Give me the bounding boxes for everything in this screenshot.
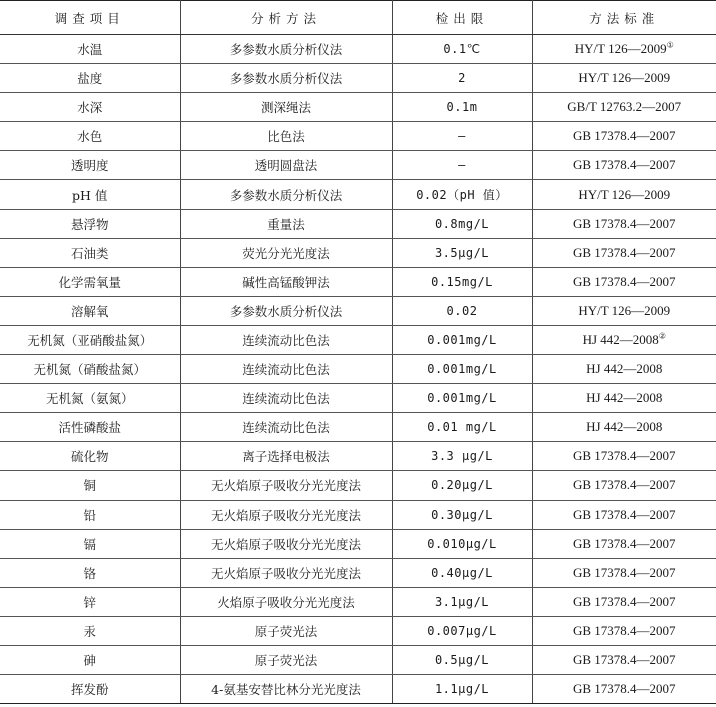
cell-standard: [532, 209, 716, 238]
cell-method: [180, 267, 392, 296]
cell-limit: [392, 35, 532, 64]
cell-item: [0, 355, 180, 384]
cell-standard-text: GB 17378.4—2007: [572, 652, 676, 668]
cell-item: [0, 35, 180, 64]
cell-method: [180, 180, 392, 209]
cell-limit: [392, 384, 532, 413]
table-row: [0, 64, 716, 93]
cell-method-text: 无火焰原子吸收分光光度法: [210, 478, 361, 494]
cell-item: [0, 93, 180, 122]
cell-limit: [392, 122, 532, 151]
cell-standard: [532, 35, 716, 64]
cell-standard: [532, 64, 716, 93]
cell-item-text: 水深: [77, 100, 103, 116]
table-row: [0, 500, 716, 529]
table-row: [0, 151, 716, 180]
table-row: [0, 587, 716, 616]
cell-limit: [392, 296, 532, 325]
cell-method: [180, 296, 392, 325]
cell-method: [180, 238, 392, 267]
cell-item-text: 无机氮（硝酸盐氮）: [33, 362, 146, 378]
cell-limit-text: 0.001mg/L: [427, 332, 497, 347]
cell-method-text: 荧光分光光度法: [242, 245, 330, 261]
cell-method-text: 多参数水质分析仪法: [229, 42, 343, 58]
cell-standard-text: HJ 442—2008: [582, 331, 659, 347]
cell-limit-text: 0.1m: [446, 100, 478, 115]
cell-method: [180, 471, 392, 500]
table-row: [0, 35, 716, 64]
cell-method-text: 无火焰原子吸收分光光度法: [210, 565, 361, 581]
cell-item-text: 砷: [83, 653, 96, 669]
footnote-marker: ①: [666, 40, 674, 50]
cell-limit: [392, 64, 532, 93]
cell-standard-text: GB 17378.4—2007: [572, 535, 676, 551]
cell-method: [180, 645, 392, 674]
cell-standard: [532, 151, 716, 180]
cell-limit: [392, 151, 532, 180]
cell-standard-text: GB 17378.4—2007: [572, 448, 676, 464]
cell-limit: [392, 558, 532, 587]
cell-standard-text: GB 17378.4—2007: [572, 244, 676, 260]
cell-limit-text: 2: [458, 71, 466, 86]
cell-item-text: 水温: [77, 42, 103, 58]
cell-item-text: 水色: [77, 129, 103, 145]
cell-limit: [392, 180, 532, 209]
cell-item-text: 汞: [83, 623, 96, 639]
header-limit: 检出限: [392, 1, 532, 35]
table-row: [0, 122, 716, 151]
cell-method-text: 连续流动比色法: [242, 362, 330, 378]
cell-method-text: 无火焰原子吸收分光光度法: [210, 536, 361, 552]
cell-item-text: 化学需氧量: [58, 274, 121, 290]
cell-limit-text: 0.02（pH 值）: [416, 188, 508, 203]
cell-method: [180, 413, 392, 442]
cell-item-text: 挥发酚: [70, 682, 109, 698]
cell-limit: [392, 413, 532, 442]
cell-limit-text: 0.30μg/L: [431, 507, 493, 522]
cell-limit-text: 0.20μg/L: [431, 478, 493, 493]
footnote-marker: ②: [658, 331, 666, 341]
cell-standard: [532, 238, 716, 267]
cell-method: [180, 355, 392, 384]
cell-limit: [392, 616, 532, 645]
cell-item: [0, 558, 180, 587]
cell-standard: [532, 500, 716, 529]
cell-item: [0, 296, 180, 325]
header-method: 分析方法: [180, 1, 392, 35]
cell-standard-text: GB 17378.4—2007: [572, 622, 676, 638]
cell-standard-text: GB 17378.4—2007: [572, 215, 676, 231]
cell-standard-text: GB 17378.4—2007: [572, 157, 676, 173]
cell-limit: [392, 529, 532, 558]
cell-method: [180, 151, 392, 180]
cell-limit: [392, 500, 532, 529]
cell-item: [0, 645, 180, 674]
cell-item-text: 锌: [83, 594, 96, 610]
cell-standard: [532, 296, 716, 325]
cell-limit: [392, 442, 532, 471]
cell-standard: [532, 384, 716, 413]
cell-method-text: 原子荧光法: [254, 623, 318, 639]
cell-standard-text: GB 17378.4—2007: [572, 593, 676, 609]
header-standard: 方法标准: [532, 1, 716, 35]
cell-limit: [392, 675, 532, 704]
cell-limit-text: 0.15mg/L: [431, 274, 493, 289]
cell-method-text: 原子荧光法: [254, 653, 318, 669]
cell-item-text: 溶解氧: [70, 303, 109, 319]
cell-standard: [532, 355, 716, 384]
cell-method: [180, 675, 392, 704]
cell-standard-text: HY/T 126—2009: [578, 186, 671, 202]
cell-standard-text: GB 17378.4—2007: [572, 681, 676, 697]
cell-standard-text: HJ 442—2008: [586, 419, 663, 435]
cell-method-text: 连续流动比色法: [242, 332, 330, 348]
cell-standard: [532, 587, 716, 616]
table-row: [0, 471, 716, 500]
cell-item: [0, 209, 180, 238]
cell-limit-text: —: [458, 158, 466, 173]
cell-standard: [532, 122, 716, 151]
cell-method-text: 多参数水质分析仪法: [229, 303, 343, 319]
table-row: [0, 296, 716, 325]
table-row: [0, 675, 716, 704]
cell-limit-text: 0.01 mg/L: [427, 420, 497, 435]
cell-item: [0, 675, 180, 704]
table-row: [0, 267, 716, 296]
cell-limit-text: 0.5μg/L: [434, 653, 490, 668]
cell-item-text: 镉: [83, 536, 96, 552]
cell-item: [0, 180, 180, 209]
cell-method-text: 多参数水质分析仪法: [229, 71, 343, 87]
cell-method-text: 碱性高锰酸钾法: [242, 274, 330, 290]
cell-standard-text: GB 17378.4—2007: [572, 273, 676, 289]
cell-limit-text: 3.5μg/L: [434, 245, 490, 260]
cell-method: [180, 558, 392, 587]
cell-method-text: 重量法: [267, 216, 305, 232]
cell-method-text: 多参数水质分析仪法: [229, 187, 343, 203]
cell-method-text: 火焰原子吸收分光光度法: [217, 594, 355, 610]
cell-limit-text: 0.1℃: [443, 42, 481, 57]
table-row: [0, 384, 716, 413]
cell-limit: [392, 471, 532, 500]
cell-method-text: 透明圆盘法: [254, 158, 318, 174]
table-row: [0, 616, 716, 645]
cell-standard-text: HY/T 126—2009: [578, 70, 671, 86]
cell-standard: [532, 616, 716, 645]
cell-item: [0, 64, 180, 93]
cell-item: [0, 267, 180, 296]
cell-limit: [392, 267, 532, 296]
cell-standard-text: GB 17378.4—2007: [572, 128, 676, 144]
cell-standard: [532, 675, 716, 704]
cell-method: [180, 529, 392, 558]
cell-item-text: 悬浮物: [70, 216, 109, 232]
cell-limit-text: 0.001mg/L: [427, 362, 497, 377]
cell-limit: [392, 93, 532, 122]
cell-limit: [392, 587, 532, 616]
cell-limit: [392, 325, 532, 354]
cell-method-text: 连续流动比色法: [242, 420, 330, 436]
cell-standard-text: GB 17378.4—2007: [572, 506, 676, 522]
cell-standard: [532, 442, 716, 471]
cell-item-text: 硫化物: [70, 449, 109, 465]
table-row: [0, 93, 716, 122]
cell-method: [180, 384, 392, 413]
cell-limit-text: 0.010μg/L: [427, 536, 497, 551]
cell-standard: [532, 558, 716, 587]
cell-method: [180, 209, 392, 238]
cell-item: [0, 413, 180, 442]
cell-item-text: 无机氮（氨氮）: [45, 391, 134, 407]
header-item: 调查项目: [0, 1, 180, 35]
cell-method: [180, 616, 392, 645]
cell-item: [0, 529, 180, 558]
cell-item: [0, 384, 180, 413]
cell-method: [180, 122, 392, 151]
cell-item: [0, 325, 180, 354]
cell-limit-text: 1.1μg/L: [434, 682, 490, 697]
cell-item-text: 铅: [83, 507, 96, 523]
cell-standard-text: HJ 442—2008: [586, 361, 663, 377]
table-row: [0, 238, 716, 267]
table-row: [0, 180, 716, 209]
cell-item-text: 无机氮（亚硝酸盐氮）: [27, 332, 153, 348]
cell-standard: [532, 471, 716, 500]
cell-standard: [532, 325, 716, 354]
table-row: [0, 355, 716, 384]
cell-item: [0, 238, 180, 267]
cell-method: [180, 500, 392, 529]
cell-item: [0, 500, 180, 529]
cell-item-text: 铜: [83, 478, 96, 494]
cell-item: [0, 122, 180, 151]
cell-item-text: 铬: [83, 565, 96, 581]
cell-item: [0, 151, 180, 180]
cell-item-text: 活性磷酸盐: [58, 420, 121, 436]
cell-method-text: 4-氨基安替比林分光光度法: [211, 682, 361, 698]
cell-method-text: 无火焰原子吸收分光光度法: [210, 507, 361, 523]
cell-standard-text: HJ 442—2008: [586, 390, 663, 406]
cell-limit-text: 3.1μg/L: [434, 594, 490, 609]
cell-standard-text: GB/T 12763.2—2007: [567, 99, 682, 115]
cell-method-text: 离子选择电极法: [242, 449, 330, 465]
table-row: [0, 325, 716, 354]
cell-item-text: 透明度: [70, 158, 109, 174]
cell-method-text: 比色法: [267, 129, 305, 145]
cell-method-text: 连续流动比色法: [242, 391, 330, 407]
cell-standard: [532, 413, 716, 442]
cell-limit-text: 0.007μg/L: [427, 623, 497, 638]
cell-method: [180, 442, 392, 471]
cell-standard-text: HY/T 126—2009: [574, 41, 667, 57]
table-row: [0, 558, 716, 587]
cell-item-text: 盐度: [77, 71, 103, 87]
cell-standard: [532, 645, 716, 674]
cell-method: [180, 325, 392, 354]
cell-method: [180, 35, 392, 64]
cell-item: [0, 587, 180, 616]
cell-method-text: 测深绳法: [260, 100, 311, 116]
table-row: [0, 413, 716, 442]
table-row: [0, 645, 716, 674]
cell-item: [0, 471, 180, 500]
cell-limit-text: 0.001mg/L: [427, 391, 497, 406]
cell-method: [180, 587, 392, 616]
table-row: [0, 529, 716, 558]
cell-item: [0, 442, 180, 471]
cell-limit-text: —: [458, 129, 466, 144]
cell-method: [180, 93, 392, 122]
cell-limit-text: 3.3 μg/L: [431, 449, 493, 464]
cell-limit: [392, 355, 532, 384]
cell-limit: [392, 238, 532, 267]
cell-standard-text: HY/T 126—2009: [578, 302, 671, 318]
cell-limit: [392, 209, 532, 238]
cell-standard: [532, 180, 716, 209]
cell-limit-text: 0.02: [446, 303, 478, 318]
cell-limit-text: 0.40μg/L: [431, 565, 493, 580]
cell-standard: [532, 267, 716, 296]
cell-method: [180, 64, 392, 93]
cell-item-text: 石油类: [70, 245, 109, 261]
cell-standard: [532, 529, 716, 558]
cell-item: [0, 616, 180, 645]
cell-limit: [392, 645, 532, 674]
cell-limit-text: 0.8mg/L: [434, 216, 490, 231]
cell-standard-text: GB 17378.4—2007: [572, 564, 676, 580]
table-row: [0, 209, 716, 238]
table-header-row: [0, 1, 716, 35]
cell-item-text: pH 值: [72, 187, 108, 203]
cell-standard: [532, 93, 716, 122]
cell-standard-text: GB 17378.4—2007: [572, 477, 676, 493]
table-row: [0, 442, 716, 471]
